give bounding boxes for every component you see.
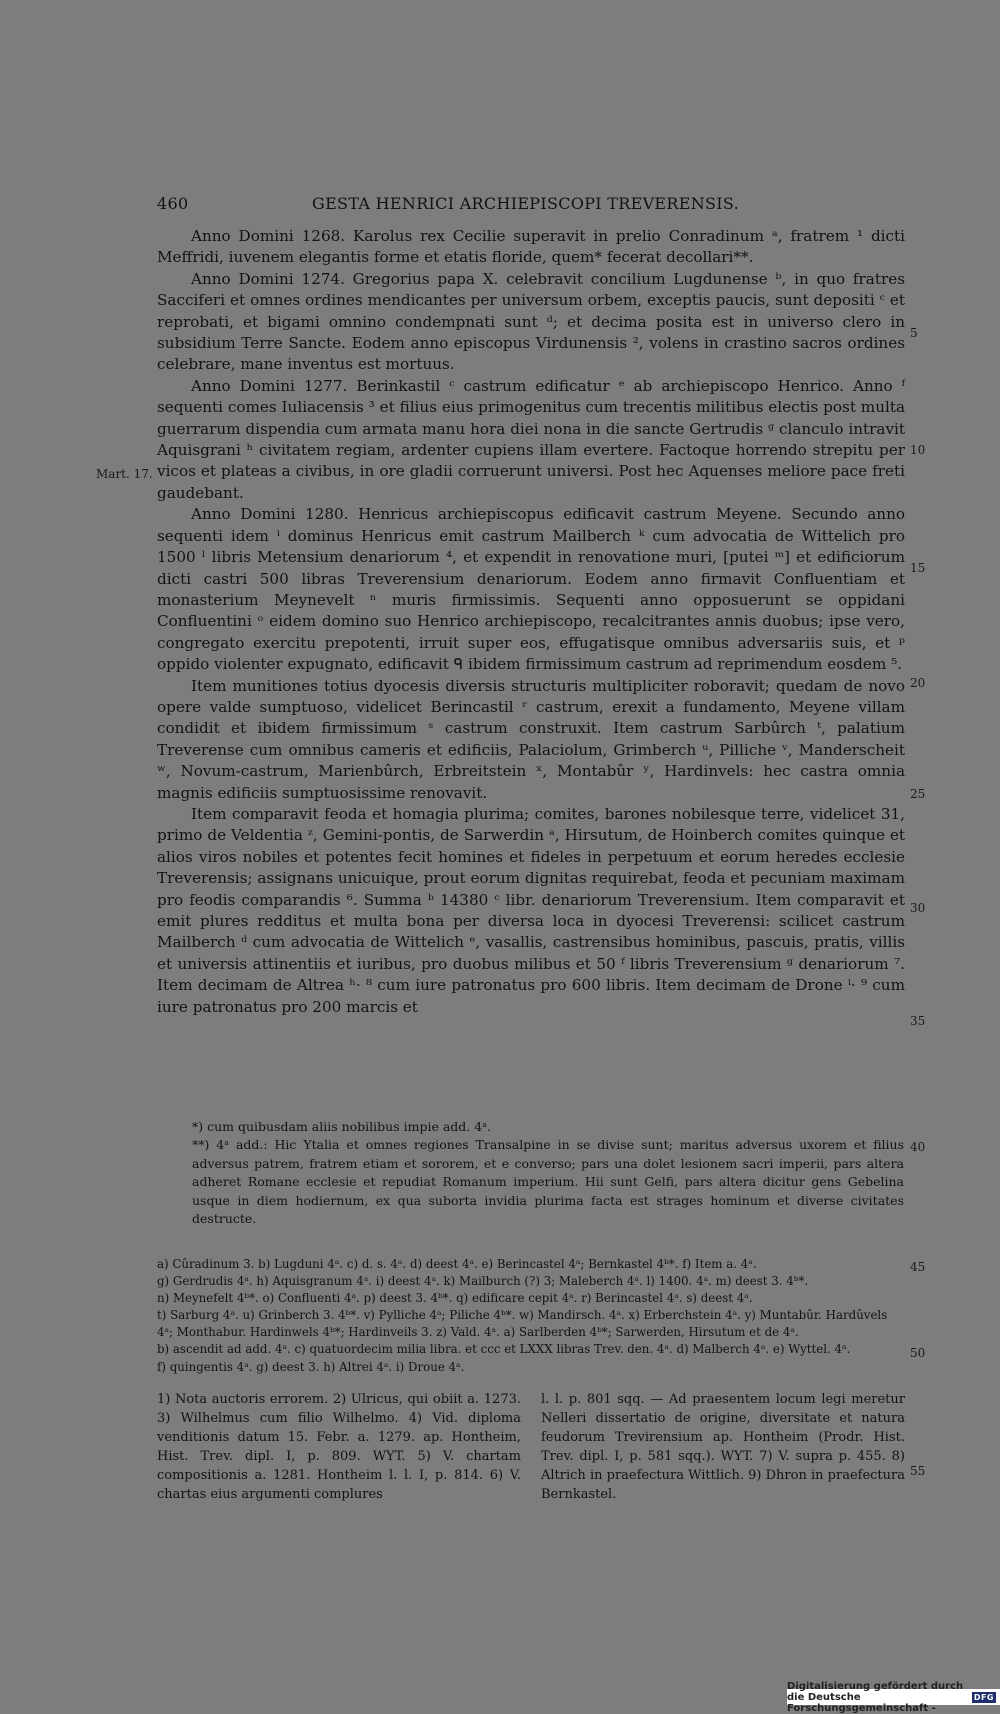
apparatus-line: b) ascendit ad add. 4ᵃ. c) quatuordecim milia libra. et ccc et LXXX libras Trev. den. 4ᵃ. d) Malberch 4ᵃ. e) Wyttel. 4ᵃ. bbox=[157, 1342, 851, 1357]
footnotes-left-column bbox=[157, 1390, 521, 1504]
line-number: 5 bbox=[910, 326, 918, 340]
running-title: GESTA HENRICI ARCHIEPISCOPI TREVERENSIS. bbox=[312, 194, 739, 213]
footnotes-right-column bbox=[541, 1390, 905, 1504]
line-number: 50 bbox=[910, 1346, 926, 1360]
footnote-text: 1) Nota auctoris errorem. 2) Ulricus, qui obiit a. 1273. 3) Wilhelmus cum filio Wilhelmo. 4) Vid. diploma venditionis datum 15. Febr. a. 1279. ap. Hontheim, Hist. Trev. dipl. I, p. 809. WYT. 5) V. chartam compositionis a. 1281. Hontheim l. l. I, p. 814. 6) V. chartas eius argumenti complures bbox=[157, 1392, 521, 1502]
line-number: 10 bbox=[910, 443, 926, 457]
line-number: 20 bbox=[910, 676, 926, 690]
critical-apparatus bbox=[157, 1256, 905, 1376]
line-number: 35 bbox=[910, 1014, 926, 1028]
footnotes bbox=[157, 1390, 905, 1504]
funding-banner[interactable] bbox=[787, 1680, 1000, 1714]
apparatus-line: f) quingentis 4ᵃ. g) deest 3. h) Altrei 4ᵃ. i) Droue 4ᵃ. bbox=[157, 1359, 465, 1374]
apparatus-line: a) Cûradinum 3. b) Lugduni 4ᵃ. c) d. s. 4ᵃ. d) deest 4ᵃ. e) Berincastel 4ᵃ; Bernkastel 4ᵇ*. f) Item a. 4ᵃ. bbox=[157, 1257, 757, 1271]
line-number: 45 bbox=[910, 1260, 926, 1274]
note: *) cum quibusdam aliis nobilibus impie add. 4ᵃ. bbox=[192, 1119, 491, 1134]
line-number: 15 bbox=[910, 561, 926, 575]
banner-text: Digitalisierung gefördert durch die Deutsche Forschungsgemeinschaft - bbox=[787, 1680, 964, 1714]
dfg-logo-icon: DFG bbox=[973, 1692, 994, 1702]
footnote-text: l. l. p. 801 sqq. — Ad praesentem locum legi meretur Nelleri dissertatio de origine, diversitate et natura feudorum Trevirensium ap. Hontheim (Prodr. Hist. Trev. dipl. I, p. 581 sqq.). WYT. 7) V. supra p. 455. 8) Altrich in praefectura Wittlich. 9) Dhron in praefectura Bernkastel. bbox=[541, 1392, 905, 1502]
paragraph: Anno Domini 1268. Karolus rex Cecilie superavit in prelio Conradinum ᵃ, fratrem ¹ dicti Meffridi, iuvenem elegantis forme et etatis floride, quem* fecerat decollari**. bbox=[157, 227, 905, 267]
main-text bbox=[157, 226, 905, 1018]
apparatus-line: t) Sarburg 4ᵃ. u) Grinberch 3. 4ᵇ*. v) Pylliche 4ᵃ; Piliche 4ᵇ*. w) Mandirsch. 4ᵃ. x) Erberchstein 4ᵃ. y) Muntabûr. Hardûvels 4ᵃ; Monthabur. Hardinwels 4ᵇ*; Hardinveils 3. z) Vald. 4ᵃ. a) Sarlberden 4ᵇ*; Sarwerden, Hirsutum et de 4ᵃ. bbox=[157, 1308, 888, 1340]
line-number: 40 bbox=[910, 1140, 926, 1154]
paragraph: Item comparavit feoda et homagia plurima; comites, barones nobilesque terre, videlicet 31, primo de Veldentia ᶻ, Gemini-pontis, de Sarwerdin ᵃ, Hirsutum, de Hoinberch comites quinque et alios viros nobiles et potentes fecit homines et fideles in perpetuum et eorum heredes ecclesie Treverensis; assignans unicuique, prout eorum dignitas requirebat, feoda et pecuniam maximam pro feodis comparandis ⁶. Summa ᵇ 14380 ᶜ libr. denariorum Treverensium. Item comparavit et emit plures redditus et multa bona per diversa loca in dyocesi Treverensi: scilicet castrum Mailberch ᵈ cum advocatia de Wittelich ᵉ, vasallis, castrensibus hominibus, pascuis, pratis, villis et universis attinentiis et iuribus, pro duobus milibus et 50 ᶠ libris Treverensium ᵍ denariorum ⁷. Item decimam de Altrea ʰ· ⁸ cum iure patronatus pro 600 libris. Item decimam de Drone ⁱ· ⁹ cum iure patronatus pro 200 marcis et bbox=[157, 804, 905, 1016]
apparatus-line: g) Gerdrudis 4ᵃ. h) Aquisgranum 4ᵃ. i) deest 4ᵃ. k) Mailburch (?) 3; Maleberch 4ᵃ. l) 1400. 4ᵃ. m) deest 3. 4ᵇ*. bbox=[157, 1274, 809, 1289]
page-number: 460 bbox=[157, 194, 189, 213]
paragraph: Item munitiones totius dyocesis diversis structuris multipliciter roboravit; quedam de novo opere valde sumptuoso, videlicet Berincastil ʳ castrum, erexit a fundamento, Meyene villam condidit et ibidem firmissimum ˢ castrum construxit. Item castrum Sarbûrch ᵗ, palatium Treverense cum omnibus cameris et edificiis, Palaciolum, Grimberch ᵘ, Pilliche ᵛ, Manderscheit ʷ, Novum-castrum, Marienbûrch, Erbreitstein ˣ, Montabûr ʸ, Hardinvels: hec castra omnia magnis edificiis sumptuosissime renovavit. bbox=[157, 676, 905, 802]
line-number: 30 bbox=[910, 901, 926, 915]
apparatus-line: n) Meynefelt 4ᵇ*. o) Confluenti 4ᵃ. p) deest 3. 4ᵇ*. q) edificare cepit 4ᵃ. r) Berincastel 4ᵃ. s) deest 4ᵃ. bbox=[157, 1291, 753, 1306]
note: **) 4ᵃ add.: Hic Ytalia et omnes regiones Transalpine in se divise sunt; maritus adversus uxorem et filius adversus patrem, fratrem etiam et sororem, et e converso; pars una dolet lesionem sacri imperii, pars altera adheret Romane ecclesie et repudiat Romanum imperium. Hii sunt Gelfi, pars altera dicitur gens Gebelina usque in diem hodiernum, ex qua suborta invidia plurima facta est strages hominum et diverse civitates destructe. bbox=[192, 1137, 904, 1227]
paragraph: Anno Domini 1280. Henricus archiepiscopus edificavit castrum Meyene. Secundo anno sequenti idem ⁱ dominus Henricus emit castrum Mailberch ᵏ cum advocatia de Wittelich pro 1500 ˡ libris Metensium denariorum ⁴, et expendit in renovatione muri, [putei ᵐ] et edificiorum dicti castri 500 libras Treverensium denariorum. Eodem anno firmavit Confluentiam et monasterium Meynevelt ⁿ muris firmissimis. Sequenti anno opposuerunt se oppidani Confluentini ᵒ eidem domino suo Henrico archiepiscopo, recalcitrantes annis duobus; ipse vero, congregato exercitu prepotenti, irruit super eos, effugatisque omnibus adversariis suis, et ᵖ oppido violenter expugnato, edificavit ᑫ ibidem firmissimum castrum ad reprimendum eosdem ⁵. bbox=[157, 505, 905, 674]
paragraph: Anno Domini 1274. Gregorius papa X. celebravit concilium Lugdunense ᵇ, in quo fratres Sacciferi et omnes ordines mendicantes per universum orbem, exceptis paucis, sunt depositi ᶜ et reprobati, et bigami omnino condempnati sunt ᵈ; et decima posita est in universo clero in subsidium Terre Sancte. Eodem anno episcopus Virdunensis ², volens in crastino sacros ordines celebrare, mane inventus est mortuus. bbox=[157, 269, 905, 374]
line-number: 55 bbox=[910, 1464, 926, 1478]
paragraph: Anno Domini 1277. Berinkastil ᶜ castrum edificatur ᵉ ab archiepiscopo Henrico. Anno ᶠ sequenti comes Iuliacensis ³ et filius eius primogenitus cum trecentis militibus electis post multa guerrarum dispendia cum armata manu hora diei nona in die sancte Gertrudis ᵍ clanculo intravit Aquisgrani ʰ civitatem regiam, ardenter cupiens illam evertere. Factoque horrendo strepitu per vicos et plateas a civibus, in ore gladii corruerunt universi. Post hec Aquenses meliore pace freti gaudebant. bbox=[157, 376, 905, 502]
line-number: 25 bbox=[910, 787, 926, 801]
starred-notes bbox=[192, 1118, 904, 1228]
margin-date-note: Mart. 17. bbox=[96, 467, 153, 481]
